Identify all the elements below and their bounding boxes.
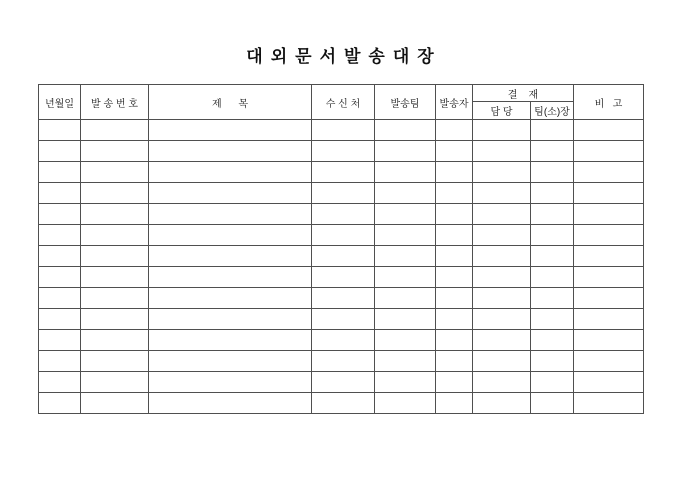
empty-cell	[81, 204, 149, 225]
empty-cell	[312, 120, 375, 141]
empty-cell	[531, 309, 574, 330]
empty-cell	[375, 393, 436, 414]
dispatch-register-table	[38, 84, 644, 414]
empty-cell	[473, 141, 531, 162]
empty-cell	[312, 141, 375, 162]
empty-cell	[574, 372, 644, 393]
table-row	[39, 162, 644, 183]
empty-cell	[473, 183, 531, 204]
table-row	[39, 393, 644, 414]
empty-cell	[574, 183, 644, 204]
col-header-dispatch-team: 발송팀	[375, 85, 436, 120]
empty-cell	[39, 309, 81, 330]
empty-cell	[531, 372, 574, 393]
empty-cell	[436, 393, 473, 414]
empty-cell	[81, 288, 149, 309]
empty-cell	[473, 309, 531, 330]
empty-cell	[473, 204, 531, 225]
table-row	[39, 288, 644, 309]
empty-cell	[39, 372, 81, 393]
table-row	[39, 246, 644, 267]
empty-cell	[473, 246, 531, 267]
empty-cell	[531, 330, 574, 351]
empty-cell	[149, 246, 312, 267]
col-header-approval-team-leader: 팀(소)장	[531, 102, 574, 120]
empty-cell	[375, 309, 436, 330]
empty-cell	[574, 141, 644, 162]
empty-cell	[312, 162, 375, 183]
empty-cell	[473, 330, 531, 351]
col-header-subject: 제 목	[149, 85, 312, 120]
empty-cell	[39, 162, 81, 183]
table-row	[39, 183, 644, 204]
empty-cell	[312, 225, 375, 246]
empty-cell	[312, 204, 375, 225]
empty-cell	[436, 120, 473, 141]
empty-cell	[436, 351, 473, 372]
empty-cell	[436, 372, 473, 393]
empty-cell	[531, 183, 574, 204]
empty-cell	[39, 120, 81, 141]
header-row-main	[39, 85, 644, 102]
empty-cell	[149, 141, 312, 162]
empty-cell	[39, 351, 81, 372]
empty-cell	[436, 141, 473, 162]
empty-cell	[81, 351, 149, 372]
empty-cell	[574, 246, 644, 267]
page-title: 대외문서발송대장	[246, 47, 442, 66]
table-row	[39, 309, 644, 330]
empty-cell	[375, 372, 436, 393]
empty-cell	[149, 225, 312, 246]
empty-cell	[375, 351, 436, 372]
empty-cell	[574, 267, 644, 288]
empty-cell	[312, 183, 375, 204]
col-header-recipient: 수 신 처	[312, 85, 375, 120]
table-row	[39, 351, 644, 372]
empty-cell	[473, 267, 531, 288]
empty-cell	[375, 225, 436, 246]
empty-cell	[312, 330, 375, 351]
table-row	[39, 204, 644, 225]
empty-cell	[531, 267, 574, 288]
col-header-dispatch-number: 발 송 번 호	[81, 85, 149, 120]
empty-cell	[473, 372, 531, 393]
empty-cell	[149, 183, 312, 204]
empty-cell	[574, 225, 644, 246]
empty-cell	[81, 393, 149, 414]
empty-cell	[375, 288, 436, 309]
empty-cell	[531, 246, 574, 267]
table-row	[39, 120, 644, 141]
empty-cell	[473, 393, 531, 414]
empty-cell	[436, 267, 473, 288]
empty-cell	[574, 288, 644, 309]
empty-cell	[531, 204, 574, 225]
empty-cell	[39, 267, 81, 288]
empty-cell	[531, 162, 574, 183]
empty-cell	[375, 183, 436, 204]
empty-cell	[81, 372, 149, 393]
empty-cell	[149, 309, 312, 330]
table-body	[39, 120, 644, 414]
empty-cell	[375, 267, 436, 288]
empty-cell	[473, 120, 531, 141]
empty-cell	[436, 309, 473, 330]
empty-cell	[81, 330, 149, 351]
empty-cell	[574, 351, 644, 372]
empty-cell	[436, 204, 473, 225]
col-header-remarks: 비 고	[574, 85, 644, 120]
empty-cell	[531, 141, 574, 162]
empty-cell	[312, 267, 375, 288]
empty-cell	[574, 120, 644, 141]
table-row	[39, 330, 644, 351]
empty-cell	[574, 162, 644, 183]
empty-cell	[39, 330, 81, 351]
empty-cell	[81, 309, 149, 330]
empty-cell	[436, 162, 473, 183]
empty-cell	[375, 246, 436, 267]
empty-cell	[531, 351, 574, 372]
empty-cell	[39, 246, 81, 267]
empty-cell	[436, 288, 473, 309]
empty-cell	[149, 372, 312, 393]
table-header	[39, 85, 644, 120]
col-header-approval-staff: 담 당	[473, 102, 531, 120]
empty-cell	[574, 393, 644, 414]
empty-cell	[149, 330, 312, 351]
empty-cell	[375, 204, 436, 225]
empty-cell	[574, 204, 644, 225]
empty-cell	[149, 120, 312, 141]
empty-cell	[574, 330, 644, 351]
empty-cell	[81, 225, 149, 246]
empty-cell	[149, 204, 312, 225]
empty-cell	[149, 393, 312, 414]
empty-cell	[39, 183, 81, 204]
empty-cell	[149, 162, 312, 183]
table-row	[39, 372, 644, 393]
empty-cell	[436, 225, 473, 246]
empty-cell	[81, 141, 149, 162]
empty-cell	[149, 288, 312, 309]
empty-cell	[39, 225, 81, 246]
empty-cell	[81, 162, 149, 183]
empty-cell	[531, 288, 574, 309]
empty-cell	[473, 351, 531, 372]
col-header-sender: 발송자	[436, 85, 473, 120]
col-header-date: 년월일	[39, 85, 81, 120]
empty-cell	[531, 393, 574, 414]
empty-cell	[473, 225, 531, 246]
empty-cell	[531, 225, 574, 246]
empty-cell	[39, 141, 81, 162]
empty-cell	[149, 267, 312, 288]
empty-cell	[312, 246, 375, 267]
table-row	[39, 141, 644, 162]
empty-cell	[574, 309, 644, 330]
empty-cell	[312, 372, 375, 393]
empty-cell	[473, 288, 531, 309]
empty-cell	[81, 246, 149, 267]
empty-cell	[81, 120, 149, 141]
empty-cell	[312, 309, 375, 330]
col-header-approval: 결 재	[473, 85, 574, 102]
empty-cell	[375, 141, 436, 162]
empty-cell	[473, 162, 531, 183]
table-row	[39, 225, 644, 246]
empty-cell	[39, 393, 81, 414]
empty-cell	[39, 204, 81, 225]
empty-cell	[312, 393, 375, 414]
empty-cell	[312, 351, 375, 372]
empty-cell	[375, 330, 436, 351]
empty-cell	[375, 120, 436, 141]
empty-cell	[81, 267, 149, 288]
empty-cell	[312, 288, 375, 309]
empty-cell	[436, 183, 473, 204]
empty-cell	[375, 162, 436, 183]
empty-cell	[81, 183, 149, 204]
table-row	[39, 267, 644, 288]
empty-cell	[436, 246, 473, 267]
empty-cell	[436, 330, 473, 351]
empty-cell	[149, 351, 312, 372]
empty-cell	[531, 120, 574, 141]
empty-cell	[39, 288, 81, 309]
